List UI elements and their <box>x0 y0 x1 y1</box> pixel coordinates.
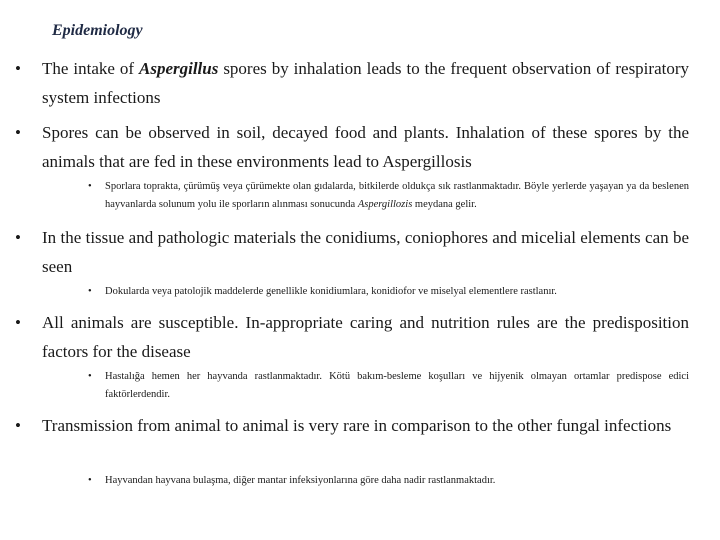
bullet-item-susceptibility <box>15 308 689 366</box>
item-text-post: spores by inhalation leads to the frequent observation of respiratory system infections <box>42 59 689 107</box>
sub-text-pre: Sporlara toprakta, çürümüş veya çürümekte olan gıdalarda, bitkilerde oldukça sık rastlanmaktadır. Böyle yerlerde yaşayan ya da beslenen hayvanlarda solunum yolu ile sporların alınması sonucunda <box>105 181 689 210</box>
sub-bullet-turkish-tissue <box>88 283 689 301</box>
sub-text: Hastalığa hemen her hayvanda rastlanmaktadır. Kötü bakım-besleme koşulları ve hijyenik olmayan ortamlar predispose edici faktörlerdendir. <box>105 371 689 400</box>
sub-bullet-turkish-transmission <box>88 472 689 490</box>
bullet-marker: • <box>15 228 21 247</box>
bullet-item-inhalation <box>15 54 689 112</box>
sub-bullet-marker: • <box>88 286 92 297</box>
item-text: Transmission from animal to animal is very rare in comparison to the other fungal infections <box>42 416 672 435</box>
bullet-marker: • <box>15 59 21 78</box>
item-text-pre: The intake of <box>42 59 139 78</box>
bullet-marker: • <box>15 123 21 142</box>
sub-bullet-turkish-spores <box>88 178 689 214</box>
sub-text-post: meydana gelir. <box>412 199 477 210</box>
sub-bullet-marker: • <box>88 181 92 192</box>
sub-text: Dokularda veya patolojik maddelerde genellikle konidiumlara, konidiofor ve miselyal elementlere rastlanır. <box>105 286 557 297</box>
bullet-item-transmission <box>15 411 689 440</box>
sub-bullet-marker: • <box>88 371 92 382</box>
bullet-item-tissue <box>15 223 689 281</box>
sub-text: Hayvandan hayvana bulaşma, diğer mantar infeksiyonlarına göre daha nadir rastlanmaktadır. <box>105 475 496 486</box>
bullet-marker: • <box>15 416 21 435</box>
item-text: Spores can be observed in soil, decayed food and plants. Inhalation of these spores by the animals that are fed in these environments lead to Aspergillosis <box>42 123 689 171</box>
genus-name: Aspergillus <box>139 59 219 78</box>
item-text: In the tissue and pathologic materials the conidiums, coniophores and micelial elements can be seen <box>42 228 689 276</box>
sub-bullet-turkish-susceptibility <box>88 368 689 404</box>
sub-bullet-marker: • <box>88 475 92 486</box>
bullet-marker: • <box>15 313 21 332</box>
bullet-item-spores-environment <box>15 118 689 176</box>
disease-name: Aspergillozis <box>357 199 413 210</box>
slide-title: Epidemiology <box>52 22 143 39</box>
item-text: All animals are susceptible. In-appropriate caring and nutrition rules are the predisposition factors for the disease <box>42 313 689 361</box>
